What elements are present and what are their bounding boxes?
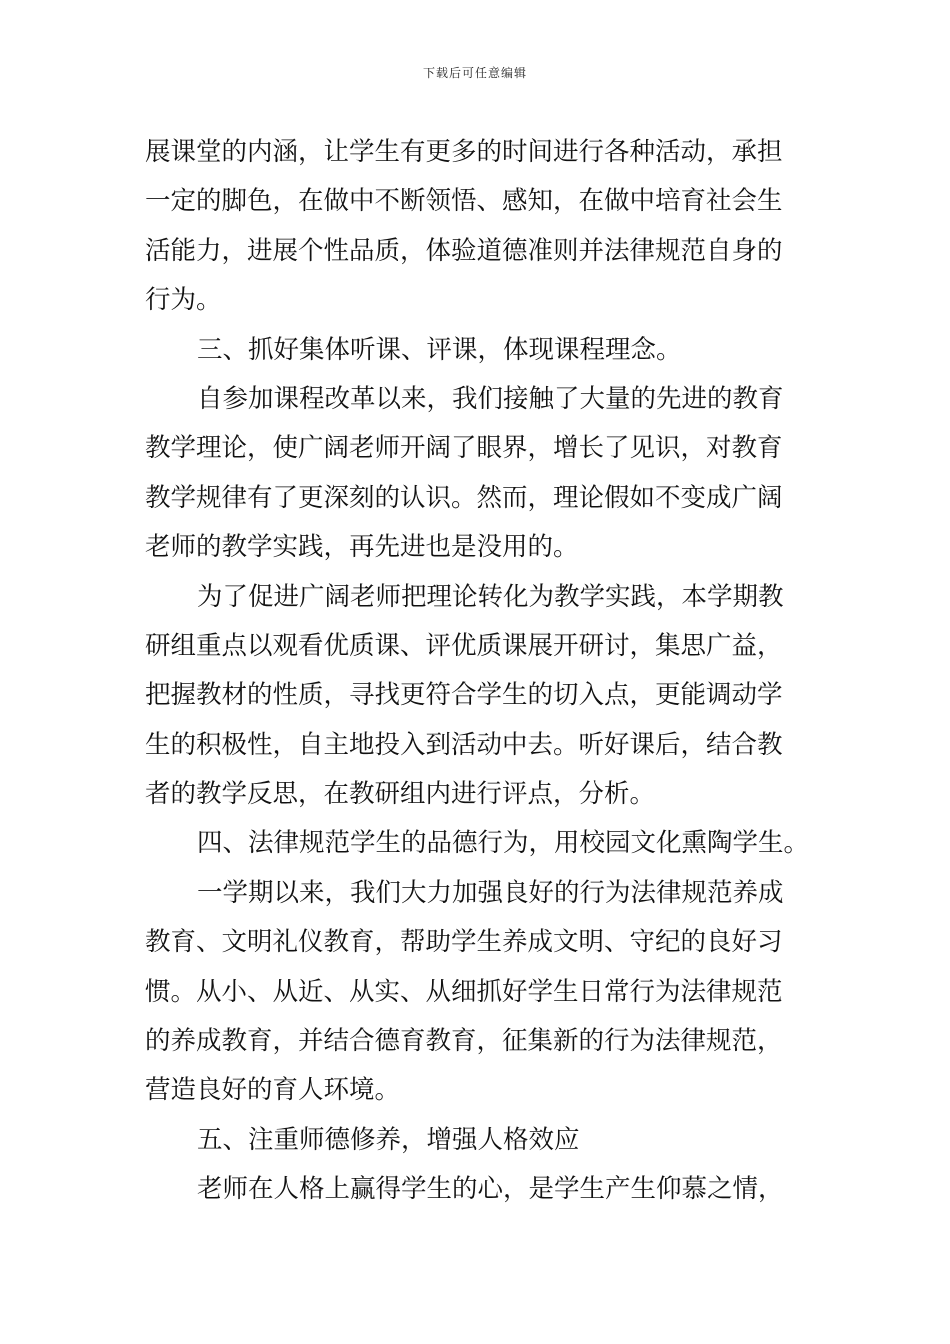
text-line: 老师在人格上赢得学生的心，是学生产生仰慕之情， [197,1174,784,1205]
text-line: 教学规律有了更深刻的认识。然而，理论假如不变成广阔 [145,482,783,513]
text-line: 活能力，进展个性品质，体验道德准则并法律规范自身的 [145,235,783,266]
text-line: 自参加课程改革以来，我们接触了大量的先进的教育 [197,383,784,414]
text-line: 一定的脚色，在做中不断领悟、感知，在做中培育社会生 [145,186,783,217]
text-line: 老师的教学实践，再先进也是没用的。 [145,532,579,563]
header-note: 下载后可任意编辑 [422,66,527,80]
text-line: 把握教材的性质，寻找更符合学生的切入点，更能调动学 [145,680,783,711]
text-line: 教育、文明礼仪教育，帮助学生养成文明、守纪的良好习 [145,927,783,958]
text-line: 生的积极性，自主地投入到活动中去。听好课后，结合教 [145,729,783,760]
text-line: 教学理论，使广阔老师开阔了眼界，增长了见识，对教育 [145,433,783,464]
text-line: 惯。从小、从近、从实、从细抓好学生日常行为法律规范 [145,976,783,1007]
text-line: 展课堂的内涵，让学生有更多的时间进行各种活动，承担 [145,137,783,167]
text-line: 的养成教育，并结合德育教育，征集新的行为法律规范， [145,1026,783,1057]
text-line: 为了促进广阔老师把理论转化为教学实践，本学期教 [197,581,784,612]
text-line: 行为。 [145,285,222,316]
text-line: 营造良好的育人环境。 [145,1075,401,1106]
text-line: 一学期以来，我们大力加强良好的行为法律规范养成 [197,877,784,908]
section-heading: 五、注重师德修养，增强人格效应 [197,1124,580,1155]
text-line: 者的教学反思，在教研组内进行评点，分析。 [145,779,656,810]
text-line: 研组重点以观看优质课、评优质课展开研讨，集思广益， [145,630,783,661]
section-heading: 三、抓好集体听课、评课，体现课程理念。 [197,334,682,365]
section-heading: 四、法律规范学生的品德行为，用校园文化熏陶学生。 [197,828,810,859]
body-text [145,128,810,1215]
